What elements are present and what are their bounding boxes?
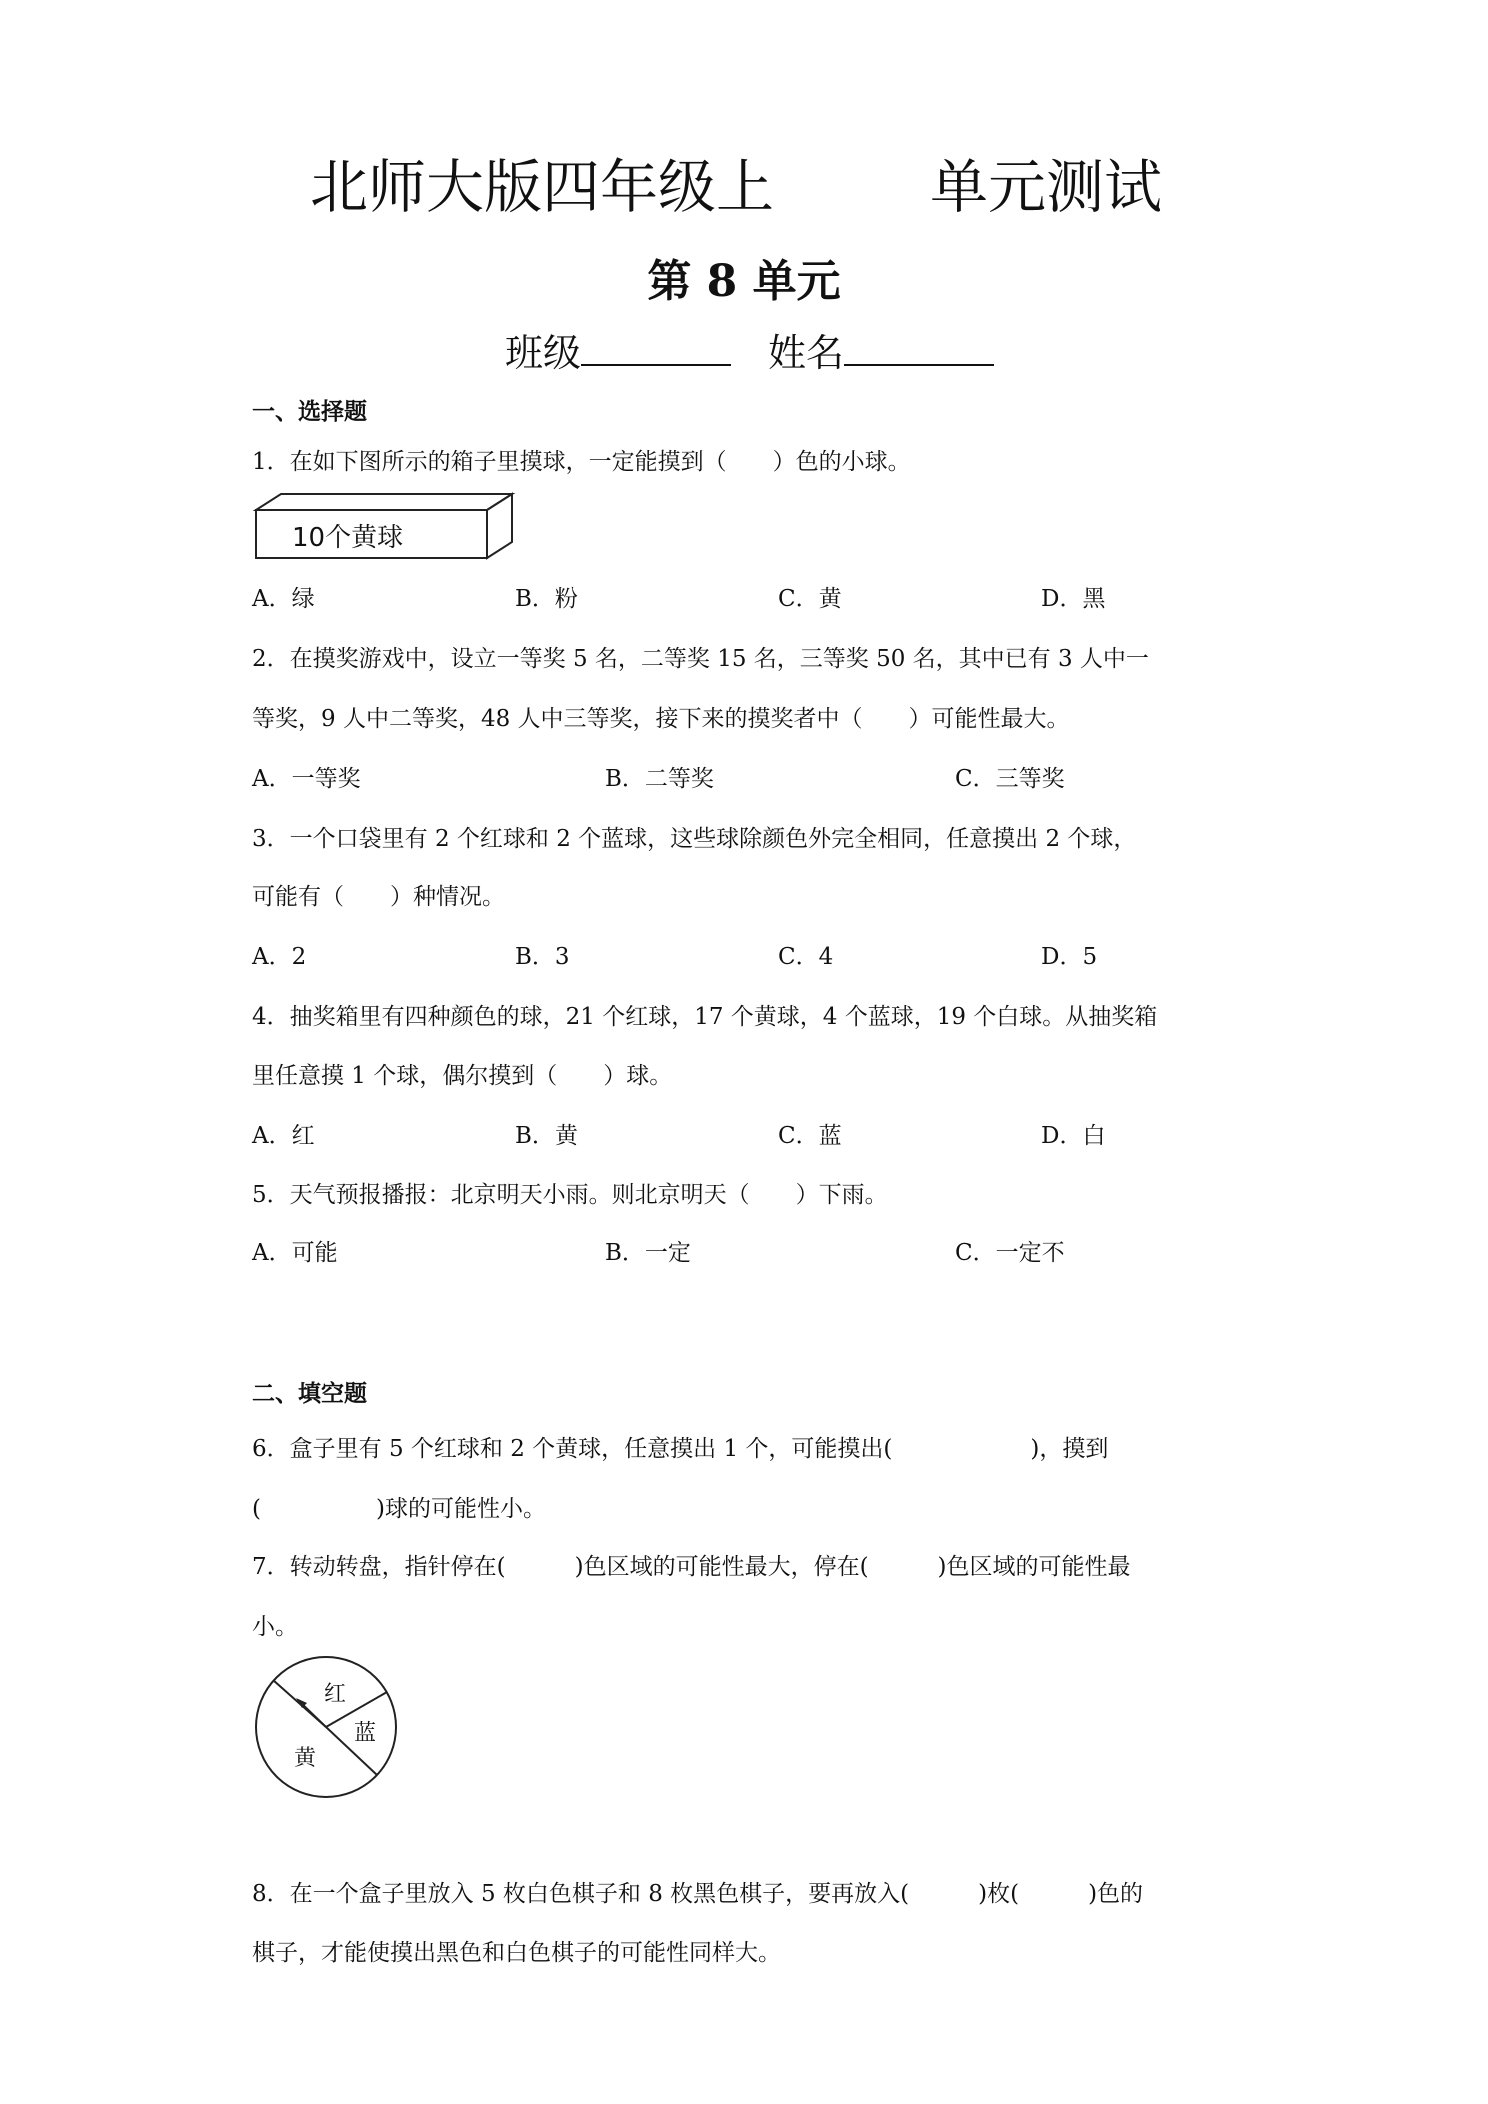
question-3-line2: 可能有（ ）种情况。 [252, 884, 505, 910]
ball-box-figure [252, 490, 517, 562]
question-7-line2: 小。 [252, 1614, 298, 1640]
q2-option-c[interactable]: C．三等奖 [955, 766, 1065, 792]
q1-option-c[interactable]: C．黄 [778, 586, 842, 612]
spinner-yellow-label: 黄 [294, 1746, 317, 1771]
question-3-line1: 3．一个口袋里有 2 个红球和 2 个蓝球，这些球除颜色外完全相同，任意摸出 2 个球， [252, 826, 1137, 852]
question-2-line2: 等奖，9 人中二等奖，48 人中三等奖，接下来的摸奖者中（ ）可能性最大。 [252, 706, 1070, 732]
unit-subtitle: 第 8 单元 [647, 256, 841, 307]
name-blank[interactable] [844, 334, 994, 366]
q4-option-c[interactable]: C．蓝 [778, 1123, 842, 1149]
q4-option-b[interactable]: B．黄 [515, 1123, 578, 1149]
q3-option-c[interactable]: C．4 [778, 944, 834, 970]
q3-option-d[interactable]: D．5 [1041, 944, 1098, 970]
question-5: 5．天气预报播报：北京明天小雨。则北京明天（ ）下雨。 [252, 1182, 888, 1208]
q3-option-b[interactable]: B．3 [515, 944, 570, 970]
q3-option-a[interactable]: A．2 [252, 944, 307, 970]
question-8-line1: 8．在一个盒子里放入 5 枚白色棋子和 8 枚黑色棋子，要再放入( )枚( )色的 [252, 1881, 1144, 1907]
question-6-line2: ( )球的可能性小。 [252, 1496, 546, 1522]
question-4-line2: 里任意摸 1 个球，偶尔摸到（ ）球。 [252, 1063, 673, 1089]
spinner-figure [252, 1655, 402, 1800]
spinner-red-label: 红 [324, 1682, 347, 1707]
spinner-blue-label: 蓝 [354, 1721, 377, 1746]
q2-option-a[interactable]: A．一等奖 [252, 766, 361, 792]
q4-option-d[interactable]: D．白 [1041, 1123, 1106, 1149]
page-title: 北师大版四年级上 [310, 153, 775, 221]
section-title-fill: 二、填空题 [252, 1380, 367, 1407]
page-title-suffix: 单元测试 [930, 153, 1163, 221]
class-label: 班级 [505, 331, 582, 375]
question-6-line1: 6．盒子里有 5 个红球和 2 个黄球，任意摸出 1 个，可能摸出( )，摸到 [252, 1436, 1109, 1462]
q5-option-a[interactable]: A．可能 [252, 1240, 338, 1266]
class-blank[interactable] [581, 334, 731, 366]
ball-box-label: 10个黄球 [292, 523, 404, 553]
q2-option-b[interactable]: B．二等奖 [605, 766, 714, 792]
question-7-line1: 7．转动转盘，指针停在( )色区域的可能性最大，停在( )色区域的可能性最 [252, 1554, 1131, 1580]
name-label: 姓名 [768, 331, 845, 375]
question-1: 1．在如下图所示的箱子里摸球，一定能摸到（ ）色的小球。 [252, 449, 911, 475]
q1-option-a[interactable]: A．绿 [252, 586, 315, 612]
q5-option-b[interactable]: B．一定 [605, 1240, 691, 1266]
question-2-line1: 2．在摸奖游戏中，设立一等奖 5 名，二等奖 15 名，三等奖 50 名，其中已有 3 人中一 [252, 646, 1149, 672]
class-field [505, 322, 731, 377]
q5-option-c[interactable]: C．一定不 [955, 1240, 1065, 1266]
name-field [768, 322, 994, 377]
section-title-choice: 一、选择题 [252, 398, 367, 425]
q1-option-b[interactable]: B．粉 [515, 586, 578, 612]
question-4-line1: 4．抽奖箱里有四种颜色的球，21 个红球，17 个黄球，4 个蓝球，19 个白球。从抽奖箱 [252, 1004, 1158, 1030]
question-8-line2: 棋子，才能使摸出黑色和白色棋子的可能性同样大。 [252, 1940, 781, 1966]
q1-option-d[interactable]: D．黑 [1041, 586, 1106, 612]
q4-option-a[interactable]: A．红 [252, 1123, 315, 1149]
